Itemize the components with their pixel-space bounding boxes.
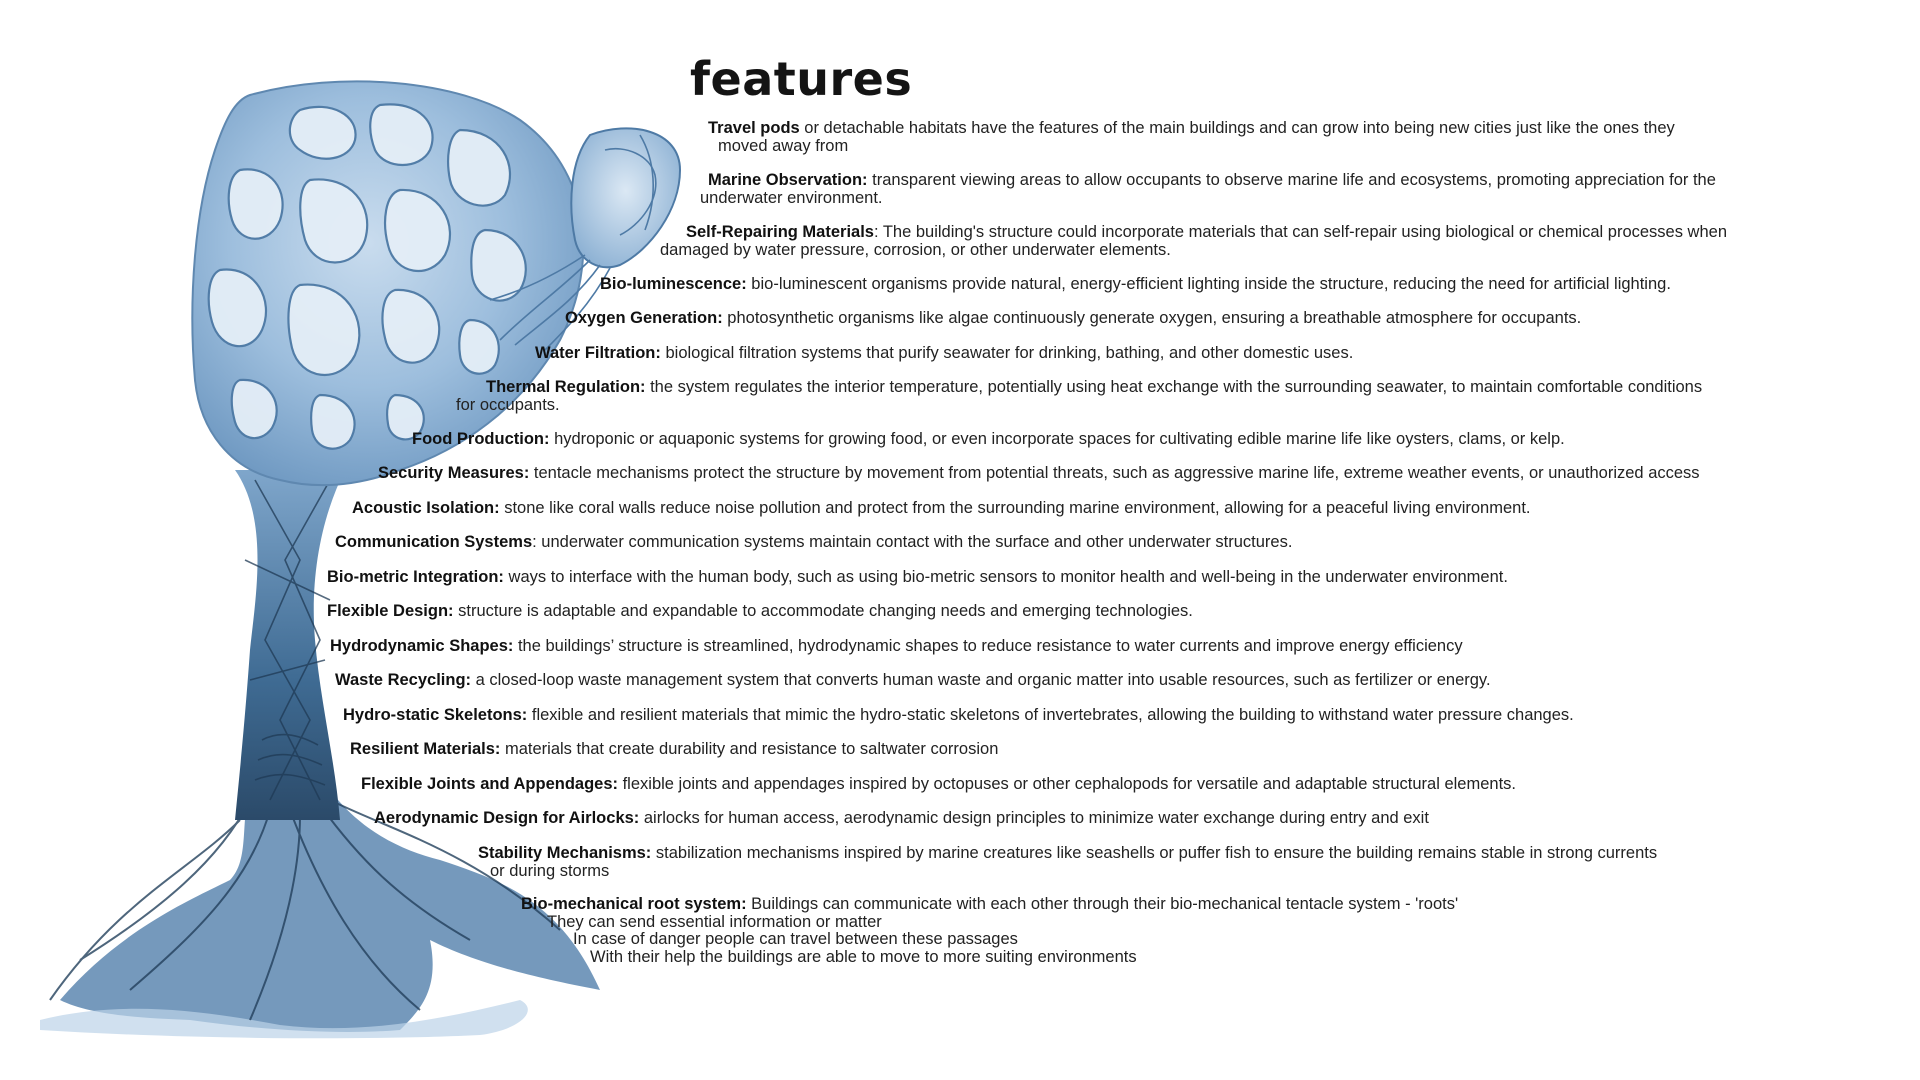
feature-flexible-joints <box>361 776 1516 794</box>
feature-name: Communication Systems <box>335 533 533 551</box>
feature-text: materials that create durability and resistance to saltwater corrosion <box>500 740 999 758</box>
feature-name: Resilient Materials: <box>350 740 501 758</box>
feature-text: flexible and resilient materials that mimic the hydro-static skeletons of invertebrates, allowing the building to withstand water pressure changes. <box>527 706 1574 724</box>
feature-thermal-regulation <box>456 378 1703 414</box>
feature-communication-systems <box>335 534 1292 552</box>
feature-travel-pods <box>708 120 1675 155</box>
feature-text: stone like coral walls reduce noise pollution and protect from the surrounding marine environment, allowing for a peaceful living environment. <box>499 499 1531 517</box>
feature-self-repairing-materials <box>660 223 1728 259</box>
feature-biometric-integration <box>327 569 1508 587</box>
feature-name: Bio-metric Integration: <box>327 568 504 586</box>
feature-continuation: damaged by water pressure, corrosion, or other underwater elements. <box>660 240 1171 259</box>
feature-name: Hydrodynamic Shapes: <box>330 637 514 655</box>
feature-continuation: underwater environment. <box>700 188 883 207</box>
feature-text: hydroponic or aquaponic systems for growing food, or even incorporate spaces for cultivating edible marine life like oysters, clams, or kelp. <box>549 430 1565 448</box>
feature-oxygen-generation <box>565 310 1581 328</box>
feature-name: Flexible Design: <box>327 602 454 620</box>
feature-flexible-design <box>327 603 1193 621</box>
feature-aerodynamic-design <box>374 810 1429 828</box>
feature-continuation: for occupants. <box>456 395 560 414</box>
feature-continuation: With their help the buildings are able to move to more suiting environments <box>590 947 1137 966</box>
feature-continuation: In case of danger people can travel between these passages <box>573 930 1018 948</box>
feature-text: airlocks for human access, aerodynamic design principles to minimize water exchange during entry and exit <box>639 809 1429 827</box>
feature-text: bio-luminescent organisms provide natural, energy-efficient lighting inside the structure, reducing the need for artificial lighting. <box>746 275 1671 293</box>
feature-water-filtration <box>535 345 1353 363</box>
feature-text: photosynthetic organisms like algae continuously generate oxygen, ensuring a breathable atmosphere for occupants. <box>722 309 1582 327</box>
feature-acoustic-isolation <box>352 500 1531 518</box>
feature-text: flexible joints and appendages inspired by octopuses or other cephalopods for versatile and adaptable structural elements. <box>618 775 1516 793</box>
feature-food-production <box>412 431 1565 449</box>
feature-text: or detachable habitats have the features of the main buildings and can grow into being new cities just like the ones they <box>799 119 1675 137</box>
feature-text: the system regulates the interior temperature, potentially using heat exchange with the surrounding seawater, to maintain comfortable conditions <box>645 378 1703 396</box>
page-title: features <box>690 52 913 106</box>
feature-name: Food Production: <box>412 430 550 448</box>
feature-text: transparent viewing areas to allow occupants to observe marine life and ecosystems, promoting appreciation for the <box>867 171 1716 189</box>
feature-text: stabilization mechanisms inspired by marine creatures like seashells or puffer fish to ensure the building remains stable in strong currents <box>651 844 1658 862</box>
feature-continuation: moved away from <box>718 136 849 155</box>
feature-name: Security Measures: <box>378 464 530 482</box>
feature-bio-luminescence <box>600 276 1671 294</box>
feature-name: Self-Repairing Materials <box>686 223 874 241</box>
feature-name: Water Filtration: <box>535 344 661 362</box>
feature-name: Bio-luminescence: <box>600 275 747 293</box>
feature-text: a closed-loop waste management system that converts human waste and organic matter into usable resources, such as fertilizer or energy. <box>471 671 1491 689</box>
feature-text: ways to interface with the human body, such as using bio-metric sensors to monitor health and well-being in the underwater environment. <box>503 568 1508 586</box>
feature-text: Buildings can communicate with each other through their bio-mechanical tentacle system - 'roots' <box>746 895 1459 913</box>
feature-text: the buildings’ structure is streamlined, hydrodynamic shapes to reduce resistance to water currents and improve energy efficiency <box>513 637 1463 655</box>
feature-stability-mechanisms <box>478 845 1657 880</box>
feature-name: Hydro-static Skeletons: <box>343 706 528 724</box>
feature-text: : The building's structure could incorporate materials that can self-repair using biological or chemical processes when <box>873 223 1728 241</box>
feature-name: Acoustic Isolation: <box>352 499 500 517</box>
feature-name: Stability Mechanisms: <box>478 844 652 862</box>
feature-name: Bio-mechanical root system: <box>521 895 747 913</box>
dome-habitat <box>192 81 583 485</box>
feature-waste-recycling <box>335 672 1491 690</box>
feature-bio-mechanical-root-system <box>521 896 1458 966</box>
feature-name: Marine Observation: <box>708 171 868 189</box>
feature-name: Oxygen Generation: <box>565 309 723 327</box>
feature-hydrodynamic-shapes <box>330 638 1463 656</box>
feature-name: Flexible Joints and Appendages: <box>361 775 619 793</box>
feature-text: tentacle mechanisms protect the structure by movement from potential threats, such as aggressive marine life, extreme weather events, or unauthorized access <box>529 464 1700 482</box>
feature-text: : underwater communication systems maintain contact with the surface and other underwater structures. <box>532 533 1293 551</box>
feature-continuation: They can send essential information or matter <box>547 912 882 931</box>
feature-marine-observation <box>700 171 1716 207</box>
feature-name: Travel pods <box>708 119 800 137</box>
feature-security-measures <box>378 465 1700 483</box>
feature-hydrostatic-skeletons <box>343 707 1574 725</box>
feature-name: Thermal Regulation: <box>486 378 646 396</box>
trunk <box>235 470 345 820</box>
feature-text: biological filtration systems that purify seawater for drinking, bathing, and other domestic uses. <box>660 344 1354 362</box>
feature-continuation: or during storms <box>490 861 610 880</box>
feature-resilient-materials <box>350 741 998 759</box>
feature-name: Aerodynamic Design for Airlocks: <box>374 809 640 827</box>
feature-text: structure is adaptable and expandable to accommodate changing needs and emerging technologies. <box>453 602 1193 620</box>
feature-name: Waste Recycling: <box>335 671 472 689</box>
